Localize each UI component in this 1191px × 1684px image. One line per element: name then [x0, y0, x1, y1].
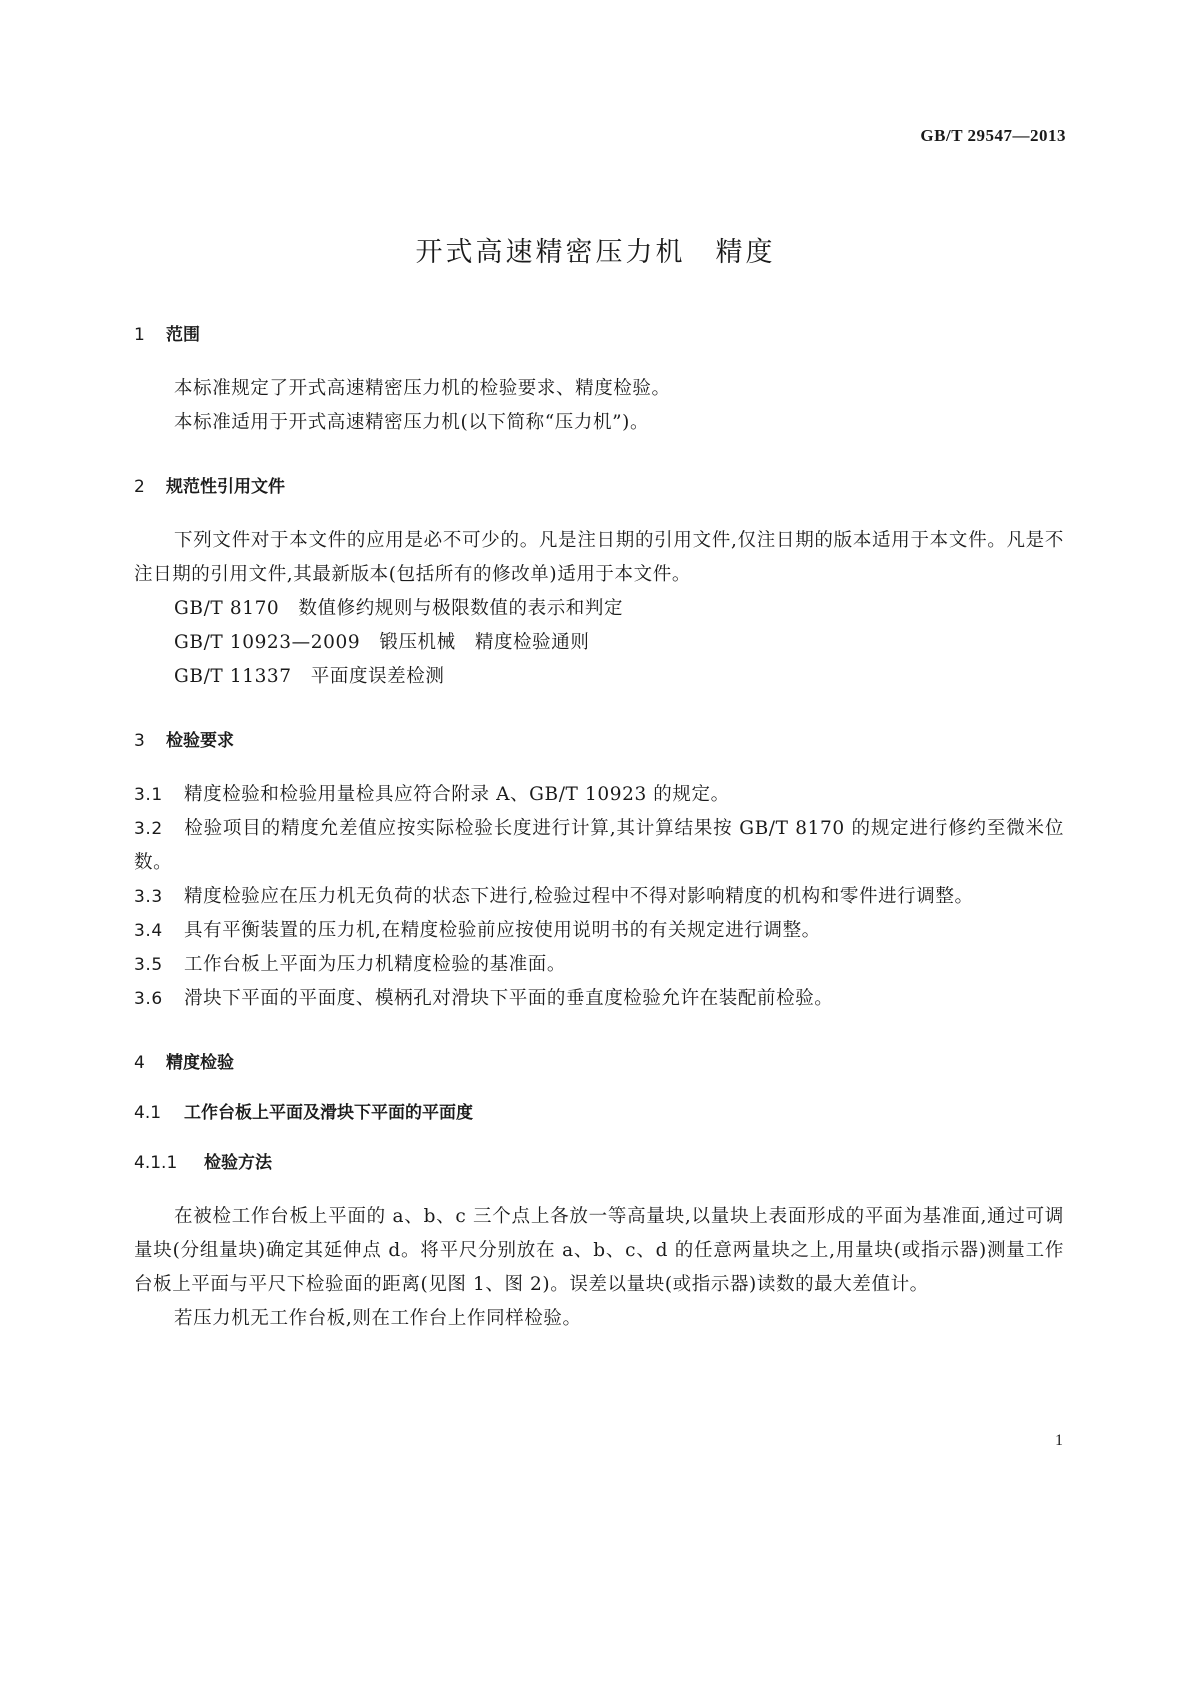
- section-title: 规范性引用文件: [166, 477, 285, 497]
- paragraph: 本标准规定了开式高速精密压力机的检验要求、精度检验。: [174, 378, 671, 399]
- section-number: 2: [134, 477, 145, 497]
- clause-text: 精度检验和检验用量检具应符合附录 A、GB/T 10923 的规定。: [184, 784, 730, 805]
- clause: [134, 948, 1064, 982]
- reference-item: GB/T 11337 平面度误差检测: [174, 666, 445, 687]
- clause-text: 具有平衡装置的压力机,在精度检验前应按使用说明书的有关规定进行调整。: [184, 920, 821, 941]
- paragraph: 若压力机无工作台板,则在工作台上作同样检验。: [174, 1308, 582, 1329]
- clause-text: 滑块下平面的平面度、模柄孔对滑块下平面的垂直度检验允许在装配前检验。: [184, 988, 834, 1009]
- document-body: [134, 318, 1064, 1336]
- section-number: 4: [134, 1053, 145, 1073]
- subsubsection-heading: [134, 1146, 1064, 1180]
- reference-item: GB/T 10923—2009 锻压机械 精度检验通则: [174, 632, 590, 653]
- page-number: 1: [1055, 1432, 1063, 1449]
- section-title: 检验要求: [166, 731, 234, 751]
- clause-number: 3.4: [134, 921, 163, 941]
- paragraph: 本标准适用于开式高速精密压力机(以下简称“压力机”)。: [174, 412, 650, 433]
- subsection-heading: [134, 1096, 1064, 1130]
- clause-number: 3.3: [134, 887, 163, 907]
- clause: [134, 812, 1064, 880]
- paragraph: 下列文件对于本文件的应用是必不可少的。凡是注日期的引用文件,仅注日期的版本适用于本文件。凡是不注日期的引用文件,其最新版本(包括所有的修改单)适用于本文件。: [134, 530, 1064, 585]
- subsection-title: 工作台板上平面及滑块下平面的平面度: [184, 1103, 473, 1123]
- clause-number: 3.1: [134, 785, 163, 805]
- clause: [134, 778, 1064, 812]
- clause-text: 工作台板上平面为压力机精度检验的基准面。: [184, 954, 567, 975]
- document-title: 开式高速精密压力机 精度: [415, 237, 776, 268]
- clause-number: 3.2: [134, 819, 163, 839]
- reference-item: GB/T 8170 数值修约规则与极限数值的表示和判定: [174, 598, 624, 619]
- subsubsection-title: 检验方法: [204, 1153, 272, 1173]
- subsubsection-number: 4.1.1: [134, 1153, 178, 1173]
- clause-number: 3.6: [134, 989, 163, 1009]
- clause: [134, 880, 1064, 914]
- subsection-number: 4.1: [134, 1103, 162, 1123]
- section-title: 精度检验: [166, 1053, 234, 1073]
- clause: [134, 982, 1064, 1016]
- clause-text: 精度检验应在压力机无负荷的状态下进行,检验过程中不得对影响精度的机构和零件进行调整。: [184, 886, 974, 907]
- section-heading: [134, 724, 1064, 758]
- section-number: 3: [134, 731, 145, 751]
- section-heading: [134, 318, 1064, 352]
- section-heading: [134, 1046, 1064, 1080]
- section-heading: [134, 470, 1064, 504]
- section-title: 范围: [166, 325, 200, 345]
- document-code: GB/T 29547—2013: [920, 126, 1066, 145]
- clause-number: 3.5: [134, 955, 163, 975]
- clause: [134, 914, 1064, 948]
- paragraph: 在被检工作台板上平面的 a、b、c 三个点上各放一等高量块,以量块上表面形成的平面为基准面,通过可调量块(分组量块)确定其延伸点 d。将平尺分别放在 a、b、c、d 的任意两量块之上,用量块(或指示器)测量工作台板上平面与平尺下检验面的距离(见图 1、图 2)。误差以量块(或指示器)读数的最大差值计。: [134, 1206, 1064, 1295]
- clause-text: 检验项目的精度允差值应按实际检验长度进行计算,其计算结果按 GB/T 8170 的规定进行修约至微米位数。: [134, 818, 1064, 873]
- section-number: 1: [134, 325, 145, 345]
